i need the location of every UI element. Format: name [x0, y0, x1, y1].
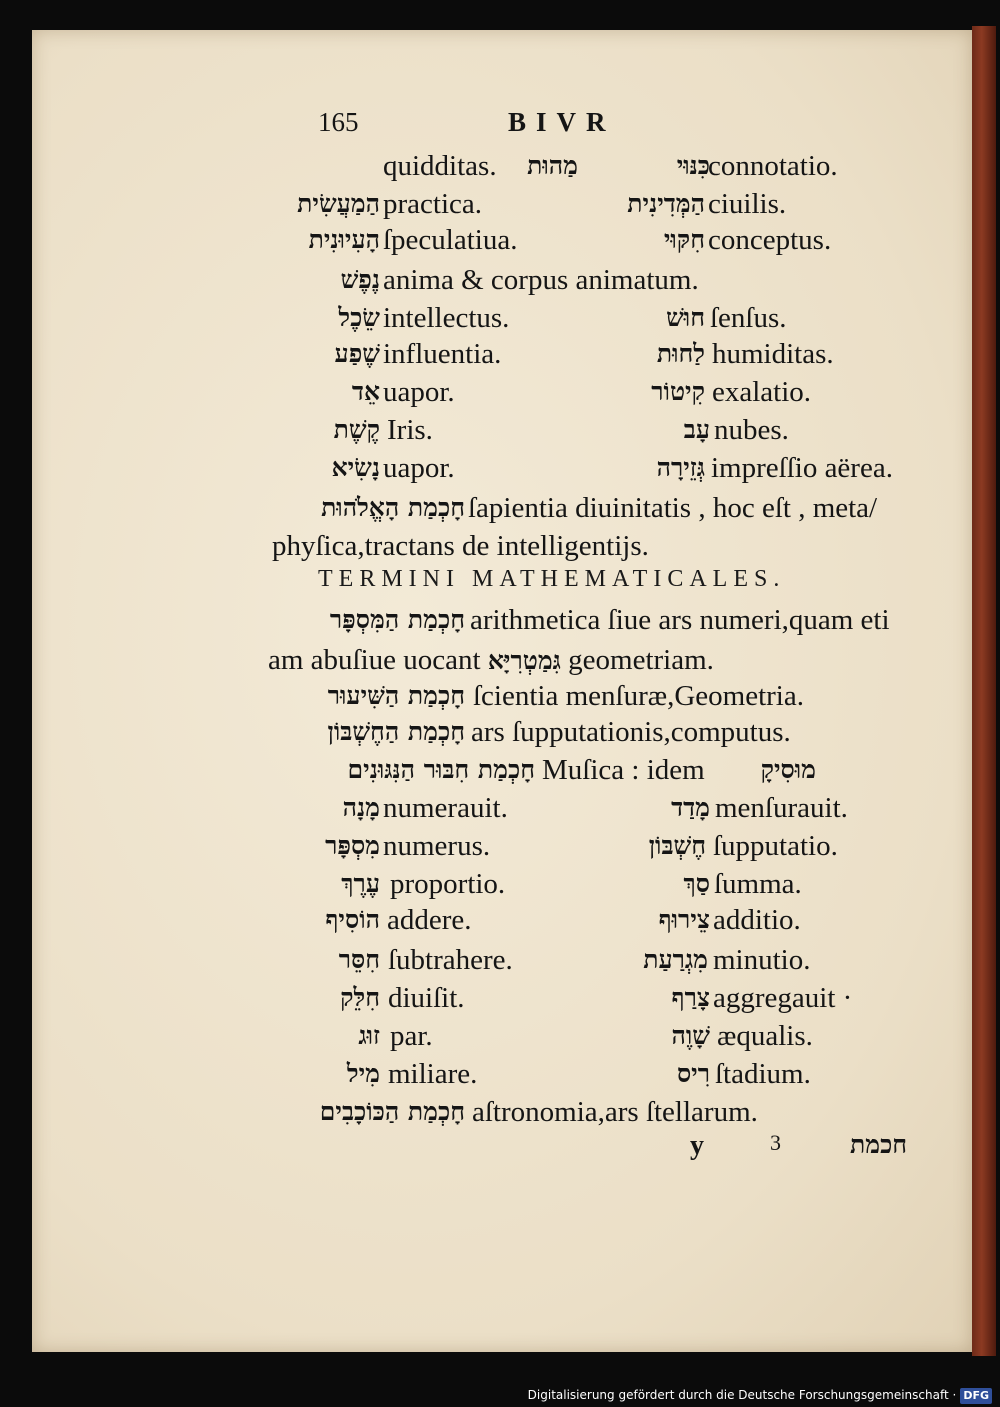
latin-gloss: menſurauit. [715, 792, 848, 824]
table-row [230, 1056, 478, 1092]
latin-gloss: par. [390, 1020, 433, 1052]
hebrew-term: מַהוּת [527, 151, 578, 180]
latin-gloss: arithmetica ſiue ars numeri,quam eti [470, 604, 890, 636]
table-row [430, 412, 789, 448]
hebrew-term: גְּזֵירָה [656, 453, 705, 482]
hebrew-term: צֵירוּף [658, 905, 710, 934]
table-row [430, 336, 834, 372]
latin-gloss: influentia. [383, 338, 502, 370]
latin-gloss: aggregauit · [713, 982, 853, 1014]
full-entry [200, 262, 699, 298]
latin-gloss: aſtronomia,ars ſtellarum. [472, 1096, 758, 1128]
signature-mark: y [690, 1130, 704, 1161]
latin-gloss: ſubtrahere. [388, 944, 513, 976]
credit-text: Digitalisierung gefördert durch die Deutsche Forschungsgemeinschaft · [527, 1388, 957, 1402]
latin-gloss: humiditas. [712, 338, 834, 370]
hebrew-term: צָרַף [671, 983, 710, 1012]
latin-gloss: numerauit. [383, 792, 508, 824]
latin-gloss: ſumma. [714, 868, 802, 900]
hebrew-term: נָשִׂיא [331, 453, 380, 482]
latin-gloss: connotatio. [708, 150, 838, 182]
hebrew-term: מִגְרַעַת [643, 945, 708, 974]
full-entry-tail [720, 752, 816, 788]
hebrew-term: מָדַד [671, 793, 710, 822]
latin-gloss: ſpeculatiua. [383, 224, 518, 256]
latin-gloss: uapor. [383, 452, 455, 484]
hebrew-term: חִלֵּק [340, 983, 380, 1012]
running-title: BIVR [508, 107, 616, 137]
full-entry [270, 1094, 758, 1130]
hebrew-term: הוֹסִיף [325, 905, 380, 934]
hebrew-term: רִיס [676, 1059, 710, 1088]
latin-gloss: quidditas. [383, 150, 497, 182]
hebrew-term: חָכְמַת הָאֱלֹהוּת [321, 493, 465, 522]
page-number: 165 [318, 107, 359, 137]
hebrew-term: לַחוּת [656, 339, 705, 368]
full-entry [275, 714, 791, 750]
hebrew-term: שָׁוֶה [671, 1021, 710, 1050]
full-entry [270, 490, 878, 526]
full-entry [275, 678, 804, 714]
latin-gloss: ſtadium. [715, 1058, 811, 1090]
table-row [200, 412, 433, 448]
hebrew-term: חָכְמַת הַחֶשְׁבּוֹן [327, 717, 465, 746]
latin-gloss: uapor. [383, 376, 455, 408]
hebrew-term: מוּסִיקָ [760, 755, 816, 784]
hebrew-term: חָכְמַת הַמִּסְפָּר [329, 605, 465, 634]
latin-gloss: numerus. [383, 830, 491, 862]
latin-gloss: intellectus. [383, 302, 510, 334]
hebrew-term: מָנָה [342, 793, 380, 822]
latin-gloss: practica. [383, 188, 483, 220]
table-row [200, 336, 502, 372]
hebrew-term: חֶשְׁבּוֹן [648, 831, 706, 860]
hebrew-term: הַמְּדִינִית [627, 189, 705, 218]
latin-gloss: miliare. [388, 1058, 478, 1090]
table-row [230, 828, 491, 864]
hebrew-term: גִּמַטְרִיָּא [487, 646, 561, 675]
hebrew-term: חִסֵּר [338, 945, 380, 974]
latin-gloss: ſupputatio. [713, 830, 838, 862]
latin-gloss: ſapientia diuinitatis , hoc eſt , meta/ [468, 492, 878, 524]
latin-gloss: additio. [713, 904, 801, 936]
latin-gloss: addere. [387, 904, 472, 936]
table-row [430, 450, 893, 486]
latin-gloss: ſenſus. [710, 302, 787, 334]
table-row [470, 902, 801, 938]
latin-gloss: æqualis. [717, 1020, 813, 1052]
table-row [430, 148, 838, 184]
latin-gloss: am abuſiue uocant [268, 644, 481, 676]
table-row [230, 980, 465, 1016]
dfg-logo-icon: DFG [960, 1388, 992, 1404]
hebrew-term: הַמַעֲשִׂית [297, 189, 380, 218]
latin-gloss: anima & corpus animatum. [383, 264, 699, 296]
hebrew-term: סַךְ [683, 869, 710, 898]
latin-gloss: nubes. [714, 414, 789, 446]
table-row [230, 866, 506, 902]
table-row [230, 942, 513, 978]
hebrew-term: עָב [683, 415, 710, 444]
table-row [470, 828, 838, 864]
hebrew-term: נֶפֶשׁ [340, 265, 380, 294]
digitization-credit [528, 1385, 992, 1405]
table-row [230, 790, 508, 826]
hebrew-term: חִקּוּי [663, 225, 705, 254]
latin-gloss: Muſica : idem [542, 754, 705, 786]
full-entry [270, 602, 890, 638]
table-row [470, 1018, 813, 1054]
full-entry [270, 752, 705, 788]
hebrew-term: חָכְמַת חִבּוּר הַנִּגּוּנִים [347, 755, 535, 784]
table-row [200, 300, 510, 336]
book-edge [972, 26, 996, 1356]
section-title: TERMINI MATHEMATICALES. [318, 566, 786, 592]
latin-gloss: exalatio. [712, 376, 812, 408]
latin-gloss: ars ſupputationis,computus. [471, 716, 791, 748]
hebrew-term: מִיל [346, 1059, 380, 1088]
hebrew-term: אֵד [351, 377, 380, 406]
table-row [470, 980, 853, 1016]
hebrew-term: קֶשֶׁת [333, 415, 380, 444]
latin-gloss: Iris. [387, 414, 433, 446]
table-row [200, 374, 455, 410]
latin-gloss: conceptus. [708, 224, 832, 256]
latin-continuation: phyſica,tractans de intelligentijs. [272, 530, 649, 562]
hebrew-term: חָכְמַת הַכּוֹכָבִים [319, 1097, 465, 1126]
table-row [230, 902, 472, 938]
latin-gloss: impreſſio aërea. [711, 452, 893, 484]
hebrew-term: קִיטוֹר [651, 377, 705, 406]
hebrew-term: כִּנּוּי [676, 151, 710, 180]
hebrew-term: עֶרֶךְ [341, 869, 380, 898]
hebrew-term: זוּג [358, 1021, 380, 1050]
table-row [470, 790, 848, 826]
latin-gloss: geometriam. [568, 644, 714, 676]
hebrew-term: חוּשׁ [666, 303, 705, 332]
hebrew-term: הָעִיוּנִית [308, 225, 380, 254]
hebrew-term: מִסְפָּר [325, 831, 380, 860]
table-row [200, 450, 455, 486]
latin-continuation [268, 642, 714, 678]
table-row [430, 374, 812, 410]
hebrew-term: חָכְמַת הַשִּׁיעוּר [327, 681, 465, 710]
latin-gloss: proportio. [390, 868, 506, 900]
latin-gloss: ciuilis. [708, 188, 787, 220]
table-row [470, 942, 811, 978]
table-row [430, 300, 787, 336]
table-row [230, 1018, 433, 1054]
table-row [200, 222, 518, 258]
latin-gloss: ſcientia menſuræ,Geometria. [473, 680, 804, 712]
latin-gloss: diuiſit. [388, 982, 465, 1014]
catchword: חכמת [850, 1130, 908, 1159]
hebrew-term: שֶׁפַע [334, 339, 380, 368]
table-row [430, 186, 787, 222]
signature-number: 3 [770, 1130, 781, 1155]
table-row [430, 222, 832, 258]
table-row [200, 186, 483, 222]
latin-gloss: minutio. [713, 944, 811, 976]
table-row [470, 866, 802, 902]
hebrew-term: שֵׂכֶל [338, 303, 380, 332]
table-row [470, 1056, 811, 1092]
